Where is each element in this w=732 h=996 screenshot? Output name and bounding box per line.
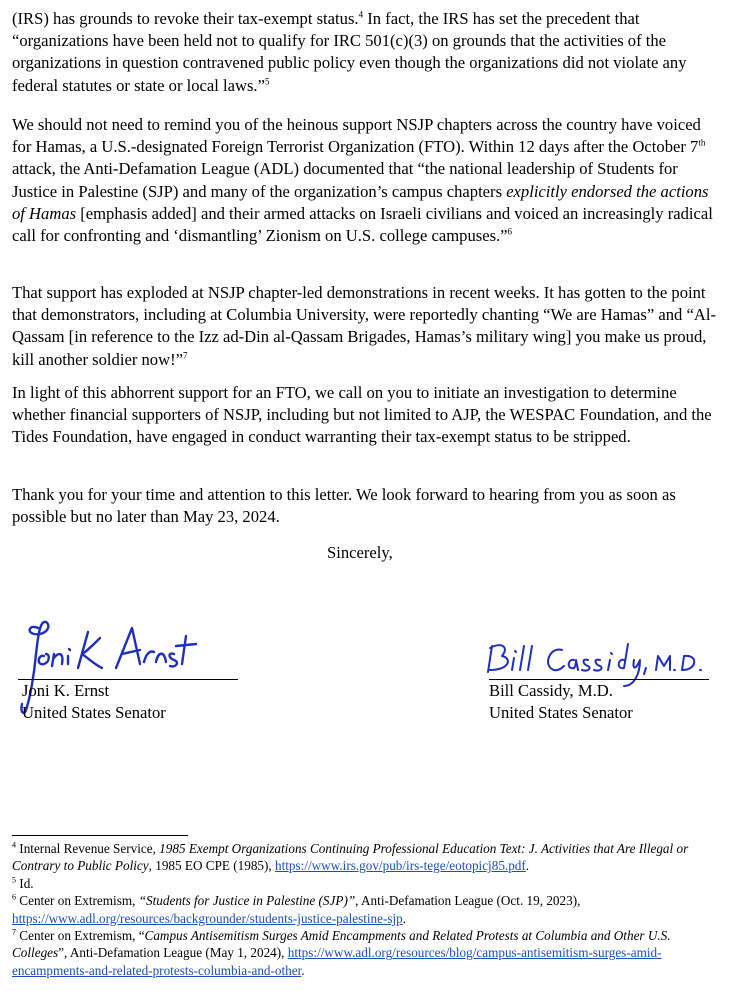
footnote-number: 5 xyxy=(12,875,16,885)
footnote-title: “Students for Justice in Palestine (SJP)” xyxy=(138,893,356,909)
footnote-4 xyxy=(12,840,724,875)
footnote-ref: 5 xyxy=(264,76,270,87)
footnote-number: 4 xyxy=(12,840,16,850)
paragraph-text: We should not need to remind you of the heinous support NSJP chapters across the country have voiced for Hamas, a U.S.-designated Foreign Terrorist Organization (FTO). Within 12 days after the October 7 xyxy=(12,115,701,157)
footnote-5 xyxy=(12,875,724,892)
paragraph-thank-you: Thank you for your time and attention to this letter. We look forward to hearing from you as soon as possible but no later than May 23, 2024. xyxy=(12,485,676,527)
footnote-link[interactable]: https://www.adl.org/resources/backgrounder/students-justice-palestine-sjp xyxy=(12,910,403,926)
footnote-7 xyxy=(12,927,724,979)
footnote-title: Campus Antisemitism Surges Amid Encampments and Related Protests at Columbia and Other U.S. Colleges xyxy=(12,928,671,961)
paragraph-demonstrations xyxy=(12,282,720,371)
paragraph-text: That support has exploded at NSJP chapter-led demonstrations in recent weeks. It has gotten to the point that demonstrators, including at Columbia University, were reportedly chanting “We are Hamas” and “Al-Qassam [in reference to the Izz ad-Din al-Qassam Brigades, Hamas’s military wing] you make us proud, kill another soldier now!” xyxy=(12,283,716,369)
footnote-text: , 1985 EO CPE (1985), xyxy=(148,858,276,874)
paragraph-irs-precedent xyxy=(12,8,720,97)
signer-name: Bill Cassidy, M.D. xyxy=(489,681,613,700)
signer-title: United States Senator xyxy=(22,703,166,722)
footnote-text: Id. xyxy=(16,875,34,891)
footnote-6 xyxy=(12,892,724,927)
footnote-text: ”, Anti-Defamation League (May 1, 2024), xyxy=(58,945,288,961)
footnote-ref: 6 xyxy=(507,226,513,237)
footnote-text: Center on Extremism, “ xyxy=(16,928,145,944)
footnote-text: . xyxy=(402,910,407,926)
footnotes xyxy=(12,840,724,979)
paragraph-text: [emphasis added] and their armed attacks on Israeli civilians and voiced an increasingly radical call for confronting and ‘dismantling’ Zionism on U.S. college campuses.” xyxy=(12,203,713,246)
footnote-number: 7 xyxy=(12,927,16,937)
footnote-ref: 4 xyxy=(358,9,364,20)
paragraph-text: (IRS) has grounds to revoke their tax-exempt status. xyxy=(12,9,359,28)
paragraph-text: attack, the Anti-Defamation League (ADL) documented that “the national leadership of Students for Justice in Palestine (SJP) and many of the organization’s campus chapters xyxy=(12,159,678,201)
closing: Sincerely, xyxy=(327,543,393,562)
signer-name: Joni K. Ernst xyxy=(22,681,110,700)
footnote-separator xyxy=(12,835,188,836)
footnote-text: Internal Revenue Service, xyxy=(16,841,160,856)
footnote-number: 6 xyxy=(12,892,16,902)
footnote-link[interactable]: https://www.irs.gov/pub/irs-tege/eotopicj85.pdf xyxy=(275,858,526,874)
footnote-ref: 7 xyxy=(182,350,188,361)
emphasized-text: explicitly endorsed the actions of Hamas xyxy=(12,181,709,223)
footnote-text: Center on Extremism, xyxy=(16,893,139,909)
footnote-link[interactable]: https://www.adl.org/resources/blog/campus-antisemitism-surges-amid-encampments-and-related-protests-columbia-and-other xyxy=(12,945,662,978)
footnote-text: . xyxy=(301,962,305,978)
footnote-text: . xyxy=(525,858,530,874)
paragraph-text: In fact, the IRS has set the precedent that “organizations have been held not to qualify for IRC 501(c)(3) on grounds that the activities of the organizations in question contravened public policy even though the organizations did not violate any federal statutes or state or local laws.” xyxy=(12,9,687,95)
ordinal-suffix: th xyxy=(698,137,706,148)
paragraph-investigation-request: In light of this abhorrent support for an FTO, we call on you to initiate an investigation to determine whether financial supporters of NSJP, including but not limited to AJP, the WESPAC Foundation, and the Tides Foundation, have engaged in conduct warranting their tax-exempt status to be stripped. xyxy=(12,383,712,447)
footnote-text: , Anti-Defamation League (Oct. 19, 2023), xyxy=(355,893,581,909)
paragraph-nsjp-support xyxy=(12,114,720,247)
footnote-title: 1985 Exempt Organizations Continuing Professional Education Text: J. Activities that Are Illegal or Contrary to Public Policy xyxy=(12,841,689,874)
signer-title: United States Senator xyxy=(489,703,633,722)
